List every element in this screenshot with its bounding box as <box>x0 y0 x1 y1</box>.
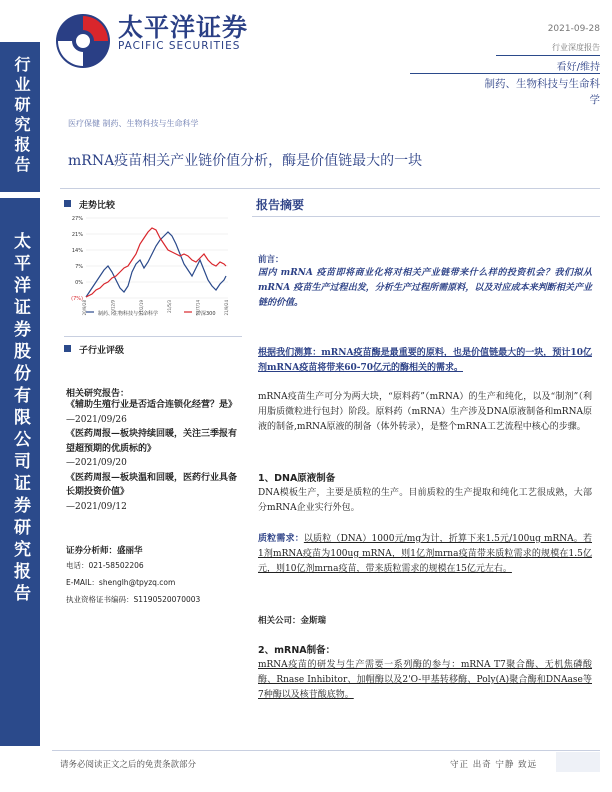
related-report-date: —2021/09/20 <box>66 458 127 468</box>
related-report-list <box>66 398 238 514</box>
analyst-line: 证券分析师：盛丽华 <box>66 546 143 556</box>
dna-heading: 1、DNA原液制备 <box>258 473 336 484</box>
logo-en-text: PACIFIC SECURITIES <box>118 40 241 52</box>
industry-line1: 制药、生物科技与生命科 <box>484 78 600 90</box>
related-heading: 相关研究报告： <box>66 389 130 399</box>
related-report-date: —2021/09/26 <box>66 414 127 425</box>
y-tick-label: 14% <box>71 248 83 254</box>
sidebar-top-label: 行业研究报告 <box>12 56 31 176</box>
title-rule <box>60 188 600 189</box>
summary-rule <box>252 216 600 217</box>
x-tick-label: 21/5/3 <box>167 300 173 313</box>
legend-label-sector: 制药、生物科技与生命科学 <box>98 311 159 317</box>
report-date: 2021-09-28 <box>547 24 600 34</box>
y-tick-label: 21% <box>71 232 83 238</box>
mrna-heading: 2、mRNA制备： <box>258 645 336 656</box>
related-report-item[interactable]: 《医药周报—板块温和回暖，医药行业具备长期投资价值》 <box>66 472 238 497</box>
series-line-hs300 <box>86 228 226 297</box>
footer-rule <box>52 750 600 751</box>
preface-text: 国内 mRNA 疫苗即将商业化将对相关产业链带来什么样的投资机会？我们拟从 mRNA 疫苗生产过程出发，分析生产过程所需原料，以及对应成本来判断相关产业链的价值。 <box>258 268 592 308</box>
x-tick-label: 21/7/14 <box>195 300 201 316</box>
y-tick-label: (7%) <box>71 296 83 302</box>
sidebar-main-label: 太平洋证券股份有限公司证券研究报告 <box>10 232 30 606</box>
y-tick-label: 7% <box>75 264 83 270</box>
report-type: 行业深度报告 <box>552 43 600 52</box>
header-rule-2 <box>410 73 600 74</box>
page-title: mRNA疫苗相关产业链价值分析，酶是价值链最大的一块 <box>68 153 423 169</box>
section-bullet-icon <box>64 345 71 352</box>
related-report-item[interactable]: 《医药周报—板块持续回暖，关注三季报有望超预期的优质标的》 <box>66 429 238 454</box>
y-tick-label: 27% <box>71 216 83 222</box>
footer-disclaimer: 请务必阅读正文之后的免责条款部分 <box>60 760 197 770</box>
production-text: mRNA疫苗生产可分为两大块，“原料药”（mRNA）的生产和纯化，以及“制剂”（利用脂质微粒进行包封）阶段。原料药（mRNA）生产涉及DNA原液制备和mRNA原液的制备,mRNA原液的制备（体外转录），是整个mRNA工艺流程中核心的步骤。 <box>258 392 592 432</box>
header-rule-1 <box>496 55 600 56</box>
sidebar-top-band <box>0 42 40 192</box>
mrna-text: mRNA疫苗的研发与生产需要一系列酶的参与：mRNA T7聚合酶、无机焦磷酸酶、Rnase Inhibitor、加帽酶以及2'O-甲基转移酶、Poly(A)聚合酶和DNAase等7种酶以及核苷酸底物。 <box>258 660 592 700</box>
page-number-box <box>556 752 600 772</box>
y-tick-label: 0% <box>75 280 83 286</box>
dna-text: DNA模板生产，主要是质粒的生产。目前质粒的生产提取和纯化工艺很成熟，大部分mRNA企业实行外包。 <box>258 488 592 513</box>
plasmid-paragraph: 质粒需求：以质粒（DNA）1000元/mg为计，折算下来1.5元/100ug mRNA。若1剂mRNA疫苗为100ug mRNA，则1亿剂mrna疫苗带来质粒需求的规模在1.5亿元，则10亿剂mrna疫苗，带来质粒需求的规模在15亿元左右。 <box>258 534 592 574</box>
estimate-text: 根据我们测算：mRNA疫苗酶是最重要的原料，也是价值链最大的一块，预计10亿剂mRNA疫苗将带来60-70亿元的酶相关的需求。 <box>258 348 592 373</box>
analyst-phone: 电话：021-58502206 <box>66 561 144 570</box>
trend-chart <box>64 210 244 328</box>
industry-line2: 学 <box>589 94 600 106</box>
related-report-date: —2021/09/12 <box>66 501 127 512</box>
logo-emblem-icon <box>54 12 112 70</box>
series-line-sector <box>86 232 226 297</box>
legend-label-hs300: 沪深300 <box>196 311 216 317</box>
preface-label: 前言： <box>258 255 284 265</box>
sidebar-main-band <box>0 198 40 746</box>
analyst-email[interactable]: E-MAIL：shenglh@tpyzq.com <box>66 578 176 587</box>
logo-cn-text: 太平洋证券 <box>118 13 249 42</box>
rating-heading: 子行业评级 <box>64 338 124 350</box>
related-report-item[interactable]: 《辅助生殖行业是否适合连锁化经营？是》 <box>66 400 238 410</box>
breadcrumb: 医疗保健 制药、生物科技与生命科学 <box>68 119 199 128</box>
summary-heading: 报告摘要 <box>256 198 305 212</box>
x-tick-label: 21/9/24 <box>224 300 229 316</box>
trend-heading: 走势比较 <box>64 193 242 205</box>
x-tick-label: 21/2/19 <box>138 300 144 316</box>
company-line: 相关公司：金斯瑞 <box>258 616 327 626</box>
section-bullet-icon <box>64 200 71 207</box>
rating-badge: 看好/维持 <box>556 62 600 73</box>
analyst-license: 执业资格证书编码：S1190520070003 <box>66 595 201 604</box>
company-logo <box>54 12 114 72</box>
x-tick-label: 20/12/9 <box>110 300 116 316</box>
x-tick-label: 20/9/28 <box>82 300 87 316</box>
chart-rule <box>64 336 242 337</box>
footer-motto: 守正 出奇 宁静 致远 <box>450 760 538 770</box>
